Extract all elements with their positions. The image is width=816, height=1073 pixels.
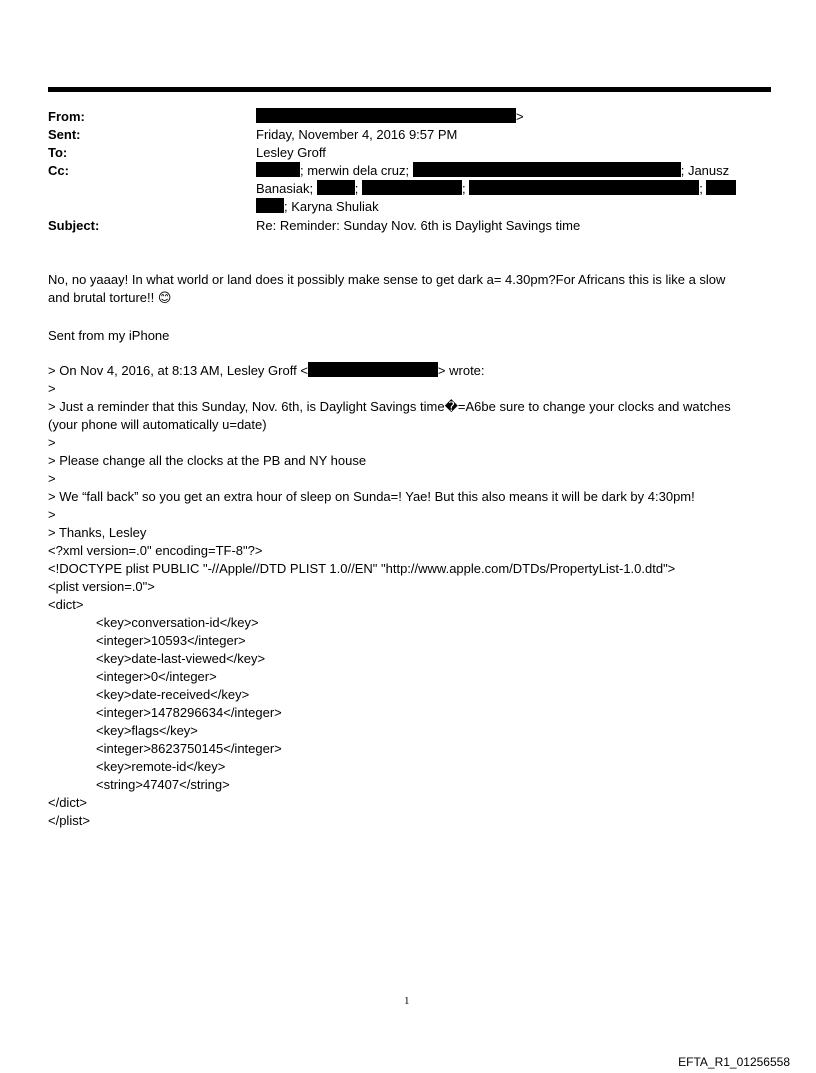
plist-entry: <integer>8623750145</integer>	[96, 741, 282, 756]
cc-line-3	[256, 198, 379, 216]
to-label: To:	[48, 145, 68, 160]
plist-entry: <key>date-last-viewed</key>	[96, 651, 266, 666]
quote-line: >	[48, 435, 56, 450]
subject-label: Subject:	[48, 218, 100, 233]
plist-entry: <key>date-received</key>	[96, 687, 250, 702]
cc-text: ;	[699, 181, 703, 196]
quote-line: >	[48, 471, 56, 486]
cc-line-1	[256, 162, 729, 180]
quote-text: > On Nov 4, 2016, at 8:13 AM, Lesley Groff <	[48, 363, 308, 378]
plist-entry: <integer>10593</integer>	[96, 633, 246, 648]
message-body	[48, 271, 768, 307]
plist-entry: <integer>1478296634</integer>	[96, 705, 282, 720]
redaction-box	[256, 198, 284, 213]
quote-line: > We “fall back” so you get an extra hour of sleep on Sunda=! Yae! But this also means it will be dark by 4:30pm!	[48, 489, 695, 504]
redaction-box	[308, 362, 438, 377]
redaction-box	[317, 180, 355, 195]
cc-text: ;	[461, 181, 466, 196]
subject-value: Re: Reminder: Sunday Nov. 6th is Daylight Savings time	[256, 218, 581, 233]
plist-entry: <key>remote-id</key>	[96, 759, 226, 774]
cc-text: Banasiak;	[256, 181, 314, 196]
plist-line: <dict>	[48, 597, 84, 612]
cc-line-2	[256, 180, 736, 198]
quoted-message	[48, 362, 768, 830]
sent-value: Friday, November 4, 2016 9:57 PM	[256, 127, 458, 142]
plist-line: </dict>	[48, 795, 88, 810]
from-value	[256, 108, 524, 126]
redaction-box	[256, 162, 300, 177]
to-value: Lesley Groff	[256, 145, 326, 160]
redaction-box	[413, 162, 681, 177]
quote-line: > Thanks, Lesley	[48, 525, 147, 540]
cc-text: ; Janusz	[680, 163, 730, 178]
plist-entry: <key>flags</key>	[96, 723, 198, 738]
redaction-box	[256, 108, 516, 123]
plist-line: <plist version=.0">	[48, 579, 155, 594]
top-rule	[48, 87, 771, 92]
cc-label: Cc:	[48, 163, 69, 178]
quote-line: > Just a reminder that this Sunday, Nov. 6th, is Daylight Savings time�=A6be sure to change your clocks and watches	[48, 399, 731, 414]
quote-text: > wrote:	[437, 363, 485, 378]
plist-line: </plist>	[48, 813, 90, 828]
quote-line: >	[48, 507, 56, 522]
cc-text: ;	[354, 181, 359, 196]
body-line: and brutal torture!! 😊	[48, 290, 172, 305]
from-suffix: >	[516, 109, 524, 124]
document-id: EFTA_R1_01256558	[678, 1055, 790, 1069]
body-line: No, no yaaay! In what world or land does it possibly make sense to get dark a= 4.30pm?For Africans this is like a slow	[48, 272, 726, 287]
redaction-box	[362, 180, 462, 195]
cc-text: ; merwin dela cruz;	[300, 163, 410, 178]
redaction-box	[469, 180, 699, 195]
sent-label: Sent:	[48, 127, 81, 142]
plist-entry: <key>conversation-id</key>	[96, 615, 259, 630]
quote-line: (your phone will automatically u=date)	[48, 417, 267, 432]
from-label: From:	[48, 109, 85, 124]
quote-line: >	[48, 381, 56, 396]
sent-from-line: Sent from my iPhone	[48, 328, 170, 343]
page-number: 1	[404, 995, 410, 1007]
quote-intro	[48, 362, 768, 380]
plist-line: <!DOCTYPE plist PUBLIC "-//Apple//DTD PLIST 1.0//EN" "http://www.apple.com/DTDs/PropertyList-1.0.dtd">	[48, 561, 676, 576]
plist-entry: <integer>0</integer>	[96, 669, 217, 684]
redaction-box	[706, 180, 736, 195]
plist-line: <?xml version=.0" encoding=TF-8"?>	[48, 543, 263, 558]
quote-line: > Please change all the clocks at the PB and NY house	[48, 453, 367, 468]
cc-text: ; Karyna Shuliak	[284, 199, 379, 214]
plist-entry: <string>47407</string>	[96, 777, 230, 792]
